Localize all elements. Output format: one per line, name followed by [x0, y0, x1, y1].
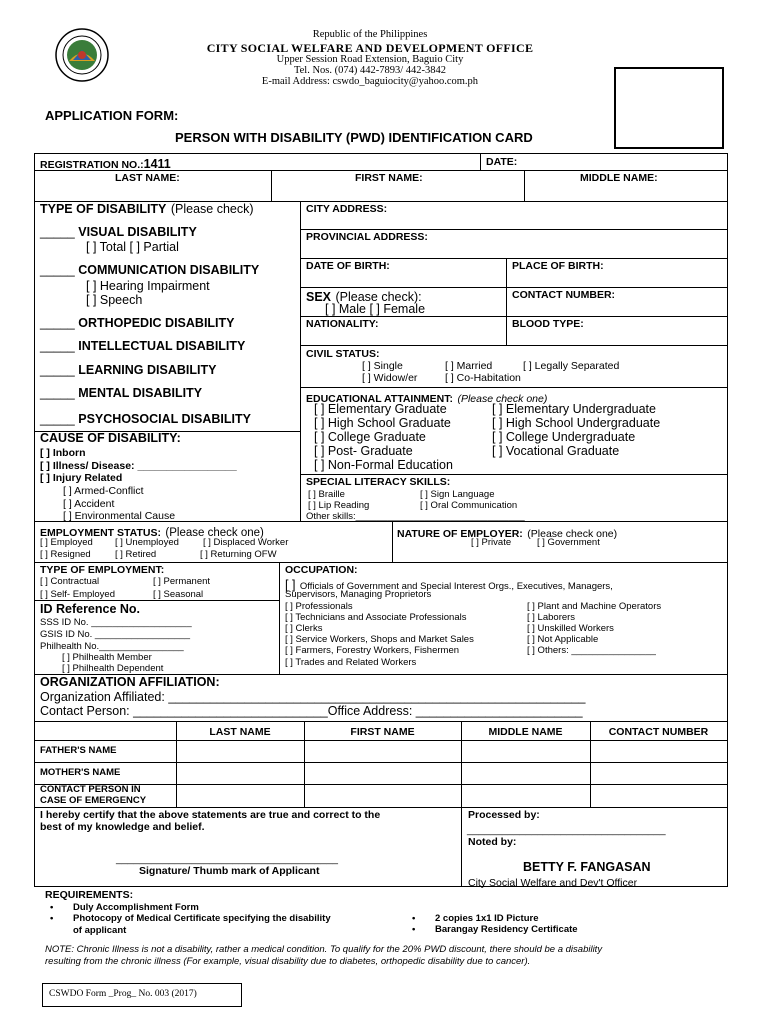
speech-option[interactable]: [ ] Speech — [86, 293, 143, 307]
officials-option[interactable]: [ ] Officials of Government and Special Interest Orgs., Executives, Managers, — [285, 578, 613, 592]
farmers-option[interactable]: [ ] Farmers, Forestry Workers, Fishermen — [285, 645, 460, 656]
dob-label: DATE OF BIRTH: — [306, 260, 390, 272]
mental-disability[interactable]: _____ MENTAL DISABILITY — [40, 386, 203, 400]
inborn-option[interactable]: [ ] Inborn — [40, 447, 86, 459]
elementary-graduate-option[interactable]: [ ] Elementary Graduate — [314, 402, 447, 416]
cohabitation-option[interactable]: [ ] Co-Habitation — [445, 372, 521, 384]
mothers-name-label: MOTHER'S NAME — [40, 767, 121, 778]
contractual-option[interactable]: [ ] Contractual — [40, 576, 100, 587]
illness-option[interactable]: [ ] Illness/ Disease: _________________ — [40, 460, 237, 472]
philhealth-field[interactable]: Philhealth No.________________ — [40, 641, 184, 652]
education-heading: EDUCATIONAL ATTAINMENT: (Please check one) — [306, 393, 548, 405]
emergency-contact-label: CONTACT PERSON IN CASE OF EMERGENCY — [40, 784, 147, 806]
signature-line[interactable]: ______________________________________ — [116, 853, 338, 865]
nature-of-employer-heading: NATURE OF EMPLOYER: (Please check one) — [397, 528, 618, 540]
retired-option[interactable]: [ ] Retired — [115, 549, 157, 560]
organization-heading: ORGANIZATION AFFILIATION: — [40, 675, 220, 689]
card-title: PERSON WITH DISABILITY (PWD) IDENTIFICATION CARD — [175, 130, 533, 145]
civil-status-heading: CIVIL STATUS: — [306, 348, 380, 360]
employed-option[interactable]: [ ] Employed — [40, 537, 93, 548]
non-formal-option[interactable]: [ ] Non-Formal Education — [314, 458, 453, 472]
office-address: Upper Session Road Extension, Baguio City — [276, 54, 464, 65]
sex-label: SEX (Please check): — [306, 290, 422, 304]
requirement-item: • Photocopy of Medical Certificate specifying the disability of applicant — [50, 913, 331, 936]
others-option[interactable]: [ ] Others: ________________ — [527, 645, 656, 656]
requirement-item: • Duly Accomplishment Form — [50, 902, 199, 913]
resigned-option[interactable]: [ ] Resigned — [40, 549, 91, 560]
college-undergraduate-option[interactable]: [ ] College Undergraduate — [492, 430, 636, 444]
office-email: E-mail Address: cswdo_baguiocity@yahoo.com.ph — [261, 76, 479, 87]
chronic-illness-note-1: NOTE: Chronic Illness is not a disability, rather a medical condition. To qualify for the 20% PWD discount, there should be a disability — [45, 944, 603, 955]
psychosocial-disability[interactable]: _____ PSYCHOSOCIAL DISABILITY — [40, 412, 251, 426]
application-form-title: APPLICATION FORM: — [45, 108, 179, 123]
learning-disability[interactable]: _____ LEARNING DISABILITY — [40, 363, 217, 377]
sex-options[interactable]: [ ] Male [ ] Female — [325, 302, 426, 316]
hearing-impairment-option[interactable]: [ ] Hearing Impairment — [86, 279, 210, 293]
occupation-heading: OCCUPATION: — [285, 564, 358, 576]
middle-name-label: MIDDLE NAME: — [580, 172, 658, 184]
requirement-item: • 2 copies 1x1 ID Picture — [412, 913, 539, 924]
office-name: CITY SOCIAL WELFARE AND DEVELOPMENT OFFICE — [206, 41, 534, 55]
gsis-id-field[interactable]: GSIS ID No. __________________ — [40, 629, 191, 640]
officer-name: BETTY F. FANGASAN — [523, 860, 651, 874]
private-option[interactable]: [ ] Private — [471, 537, 512, 548]
philhealth-dependent-option[interactable]: [ ] Philhealth Dependent — [62, 663, 164, 674]
college-graduate-option[interactable]: [ ] College Graduate — [314, 430, 426, 444]
visual-disability[interactable]: _____ VISUAL DISABILITY — [40, 225, 197, 239]
high-school-graduate-option[interactable]: [ ] High School Graduate — [314, 416, 451, 430]
plant-operators-option[interactable]: [ ] Plant and Machine Operators — [527, 601, 662, 612]
sign-language-option[interactable]: [ ] Sign Language — [420, 489, 495, 500]
service-workers-option[interactable]: [ ] Service Workers, Shops and Market Sales — [285, 634, 474, 645]
last-name-label: LAST NAME: — [115, 172, 180, 184]
returning-ofw-option[interactable]: [ ] Returning OFW — [200, 549, 277, 560]
first-name-label: FIRST NAME: — [355, 172, 423, 184]
intellectual-disability[interactable]: _____ INTELLECTUAL DISABILITY — [40, 339, 246, 353]
not-applicable-option[interactable]: [ ] Not Applicable — [527, 634, 599, 645]
chronic-illness-note-2: resulting from the chronic illness (For example, visual disability due to diabetes, orthopedic disability due to cancer). — [45, 956, 531, 967]
blood-type-label: BLOOD TYPE: — [512, 318, 584, 330]
philhealth-member-option[interactable]: [ ] Philhealth Member — [62, 652, 152, 663]
family-header-contact: CONTACT NUMBER — [608, 726, 709, 738]
cause-heading: CAUSE OF DISABILITY: — [40, 431, 181, 445]
oral-communication-option[interactable]: [ ] Oral Communication — [420, 500, 518, 511]
pob-label: PLACE OF BIRTH: — [512, 260, 604, 272]
registration-label: REGISTRATION NO.:1411 — [40, 157, 171, 171]
high-school-undergraduate-option[interactable]: [ ] High School Undergraduate — [492, 416, 661, 430]
self-employed-option[interactable]: [ ] Self- Employed — [40, 589, 115, 600]
vocational-graduate-option[interactable]: [ ] Vocational Graduate — [492, 444, 620, 458]
widow-option[interactable]: [ ] Widow/er — [362, 372, 418, 384]
unemployed-option[interactable]: [ ] Unemployed — [115, 537, 179, 548]
literacy-heading: SPECIAL LITERACY SKILLS: — [306, 476, 451, 488]
contact-person-field[interactable]: Contact Person: ____________________________Office Address: ________________________ — [40, 704, 583, 718]
processed-by-line[interactable]: __________________________________ — [467, 824, 666, 836]
family-header-last: LAST NAME — [209, 726, 271, 738]
communication-disability[interactable]: _____ COMMUNICATION DISABILITY — [40, 263, 260, 277]
form-number-box: CSWDO Form _Prog_ No. 003 (2017) — [42, 983, 242, 1007]
organization-affiliated-field[interactable]: Organization Affiliated: ____________________________________________________________ — [40, 690, 586, 704]
married-option[interactable]: [ ] Married — [445, 360, 493, 372]
photo-box — [614, 67, 724, 149]
registration-value: 1411 — [143, 157, 171, 171]
signature-label: Signature/ Thumb mark of Applicant — [139, 865, 320, 877]
provincial-address-label: PROVINCIAL ADDRESS: — [306, 231, 428, 243]
officials-option-cont: Supervisors, Managing Proprietors — [285, 589, 432, 600]
certification-text-2: best of my knowledge and belief. — [40, 821, 205, 833]
post-graduate-option[interactable]: [ ] Post- Graduate — [314, 444, 413, 458]
trades-option[interactable]: [ ] Trades and Related Workers — [285, 657, 417, 668]
city-address-label: CITY ADDRESS: — [306, 203, 388, 215]
permanent-option[interactable]: [ ] Permanent — [153, 576, 211, 587]
republic-line: Republic of the Philippines — [312, 29, 428, 40]
lip-reading-option[interactable]: [ ] Lip Reading — [308, 500, 370, 511]
legally-separated-option[interactable]: [ ] Legally Separated — [523, 360, 620, 372]
requirements-list-left — [50, 902, 350, 937]
laborers-option[interactable]: [ ] Laborers — [527, 612, 576, 623]
armed-conflict-option[interactable]: [ ] Armed-Conflict — [63, 485, 144, 497]
injury-option[interactable]: [ ] Injury Related — [40, 472, 123, 484]
family-header-first: FIRST NAME — [350, 726, 415, 738]
orthopedic-disability[interactable]: _____ ORTHOPEDIC DISABILITY — [40, 316, 235, 330]
requirement-item: • Barangay Residency Certificate — [412, 924, 578, 935]
technicians-option[interactable]: [ ] Technicians and Associate Professionals — [285, 612, 467, 623]
clerks-option[interactable]: [ ] Clerks — [285, 623, 323, 634]
requirements-list-right — [412, 913, 672, 935]
elementary-undergraduate-option[interactable]: [ ] Elementary Undergraduate — [492, 402, 656, 416]
unskilled-option[interactable]: [ ] Unskilled Workers — [527, 623, 614, 634]
single-option[interactable]: [ ] Single — [362, 360, 403, 372]
office-tel: Tel. Nos. (074) 442-7893/ 442-3842 — [293, 65, 447, 76]
city-seal — [55, 28, 109, 82]
processed-by-label: Processed by: — [468, 809, 540, 821]
date-label: DATE: — [486, 156, 518, 168]
other-skills-field[interactable]: Other skills:________________________________ — [306, 511, 525, 522]
requirements-heading: REQUIREMENTS: — [45, 889, 134, 901]
government-option[interactable]: [ ] Government — [537, 537, 600, 548]
nationality-label: NATIONALITY: — [306, 318, 379, 330]
id-reference-heading: ID Reference No. — [40, 602, 141, 616]
officer-title: City Social Welfare and Dev't Officer — [468, 877, 638, 889]
environmental-option[interactable]: [ ] Environmental Cause — [63, 510, 176, 522]
family-header-middle: MIDDLE NAME — [488, 726, 563, 738]
type-of-employment-heading: TYPE OF EMPLOYMENT: — [40, 564, 165, 576]
braille-option[interactable]: [ ] Braille — [308, 489, 345, 500]
professionals-option[interactable]: [ ] Professionals — [285, 601, 353, 612]
employment-status-heading: EMPLOYMENT STATUS: (Please check one) — [40, 527, 264, 539]
noted-by-label: Noted by: — [468, 836, 517, 848]
seasonal-option[interactable]: [ ] Seasonal — [153, 589, 204, 600]
disability-heading: TYPE OF DISABILITY (Please check) — [40, 202, 254, 216]
displaced-worker-option[interactable]: [ ] Displaced Worker — [203, 537, 289, 548]
contact-number-label: CONTACT NUMBER: — [512, 289, 616, 301]
visual-options[interactable]: [ ] Total [ ] Partial — [86, 240, 179, 254]
sss-id-field[interactable]: SSS ID No. ___________________ — [40, 617, 192, 628]
accident-option[interactable]: [ ] Accident — [63, 498, 115, 510]
fathers-name-label: FATHER'S NAME — [40, 745, 117, 756]
certification-text-1: I hereby certify that the above statements are true and correct to the — [40, 809, 381, 821]
